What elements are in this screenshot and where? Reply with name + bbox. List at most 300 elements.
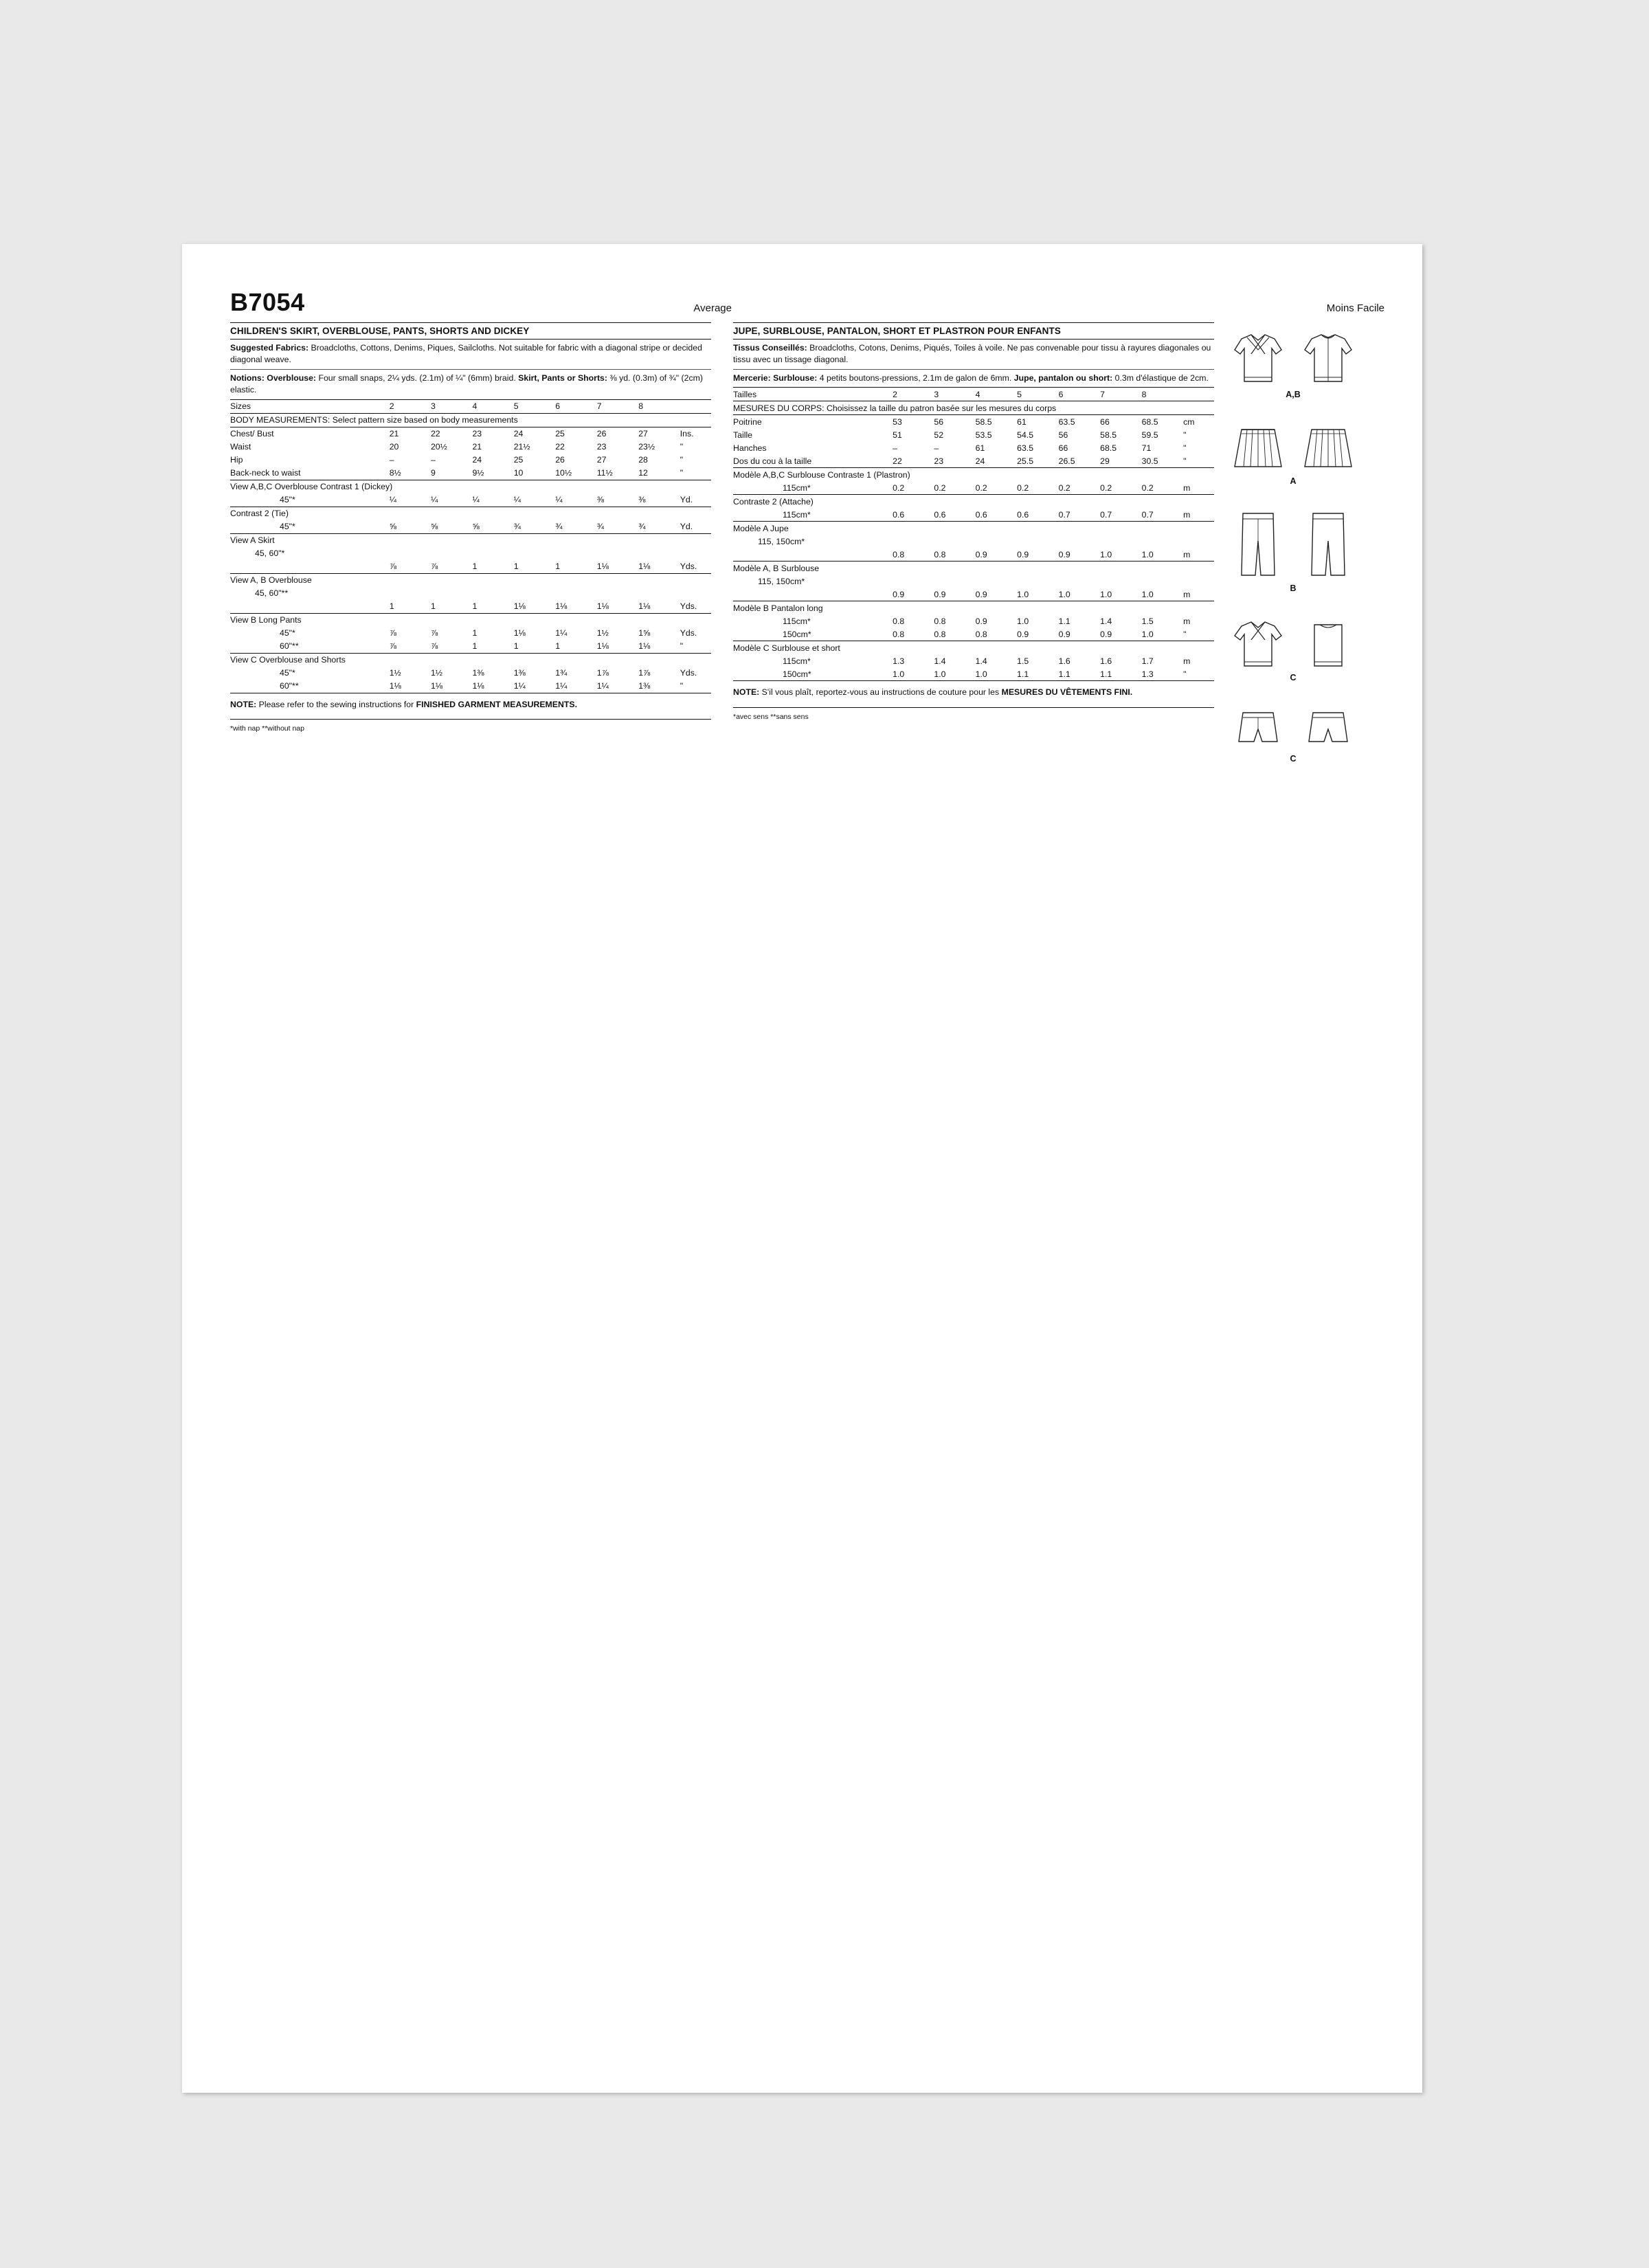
table-row bbox=[733, 428, 1214, 441]
cell: 25 bbox=[555, 429, 565, 439]
table-row bbox=[230, 680, 711, 693]
art-row bbox=[1221, 424, 1365, 475]
cell: 0.6 bbox=[934, 508, 975, 522]
art-group-c-top bbox=[1221, 618, 1365, 682]
section-subheading-text: 115, 150cm* bbox=[758, 576, 805, 586]
cell: 51 bbox=[893, 430, 902, 440]
cell: 23½ bbox=[638, 442, 655, 452]
table-row bbox=[230, 427, 711, 441]
row-label bbox=[230, 560, 390, 574]
row-label: 45"* bbox=[230, 493, 390, 507]
row-label: 60"** bbox=[230, 680, 390, 693]
size-cell: 3 bbox=[934, 388, 975, 401]
cell: ¾ bbox=[597, 520, 638, 534]
cell: 71 bbox=[1141, 443, 1152, 453]
table-row bbox=[230, 441, 711, 454]
cell: 11½ bbox=[597, 467, 638, 480]
cell: 21 bbox=[389, 429, 399, 439]
row-label: 115cm* bbox=[733, 508, 893, 522]
table-row bbox=[733, 667, 1214, 681]
sheet-content bbox=[230, 278, 1384, 764]
cell: 1.5 bbox=[1017, 656, 1029, 666]
cell: 68.5 bbox=[1141, 416, 1158, 427]
cell: ¼ bbox=[514, 493, 556, 507]
table-row bbox=[733, 508, 1214, 522]
line-drawings-column bbox=[1214, 322, 1372, 764]
left-notions-text2: ⅜ yd. (0.3m) of ¾" (2cm) elastic. bbox=[230, 373, 703, 395]
cell: ⅝ bbox=[431, 520, 473, 534]
sizes-header-row bbox=[733, 388, 1214, 401]
english-column bbox=[230, 322, 711, 733]
row-label: Chest/ Bust bbox=[230, 429, 274, 439]
cell: 1½ bbox=[596, 628, 609, 638]
row-label: 115cm* bbox=[733, 481, 893, 495]
overblouse-c-back-illustration bbox=[1297, 618, 1360, 671]
unit-cell: " bbox=[680, 680, 711, 693]
cell: 0.8 bbox=[893, 616, 905, 626]
cell: 0.9 bbox=[1100, 627, 1142, 641]
right-footnote: *avec sens **sans sens bbox=[733, 712, 809, 721]
row-label: 115cm* bbox=[783, 656, 811, 666]
cell: 0.8 bbox=[893, 627, 934, 641]
table-row bbox=[733, 481, 1214, 495]
table-row bbox=[733, 548, 1214, 562]
cell: 0.9 bbox=[893, 588, 934, 601]
cell: 23 bbox=[934, 454, 975, 468]
left-note-bold: FINISHED GARMENT MEASUREMENTS. bbox=[416, 699, 577, 709]
column-gap bbox=[711, 322, 733, 733]
row-label: Back-neck to waist bbox=[230, 467, 390, 480]
art-row bbox=[1221, 618, 1365, 671]
cell: 1⅛ bbox=[597, 600, 638, 614]
art-row bbox=[1221, 508, 1365, 582]
table-row bbox=[733, 627, 1214, 641]
columns bbox=[230, 322, 1384, 764]
page-header bbox=[230, 278, 1384, 317]
unit-cell: " bbox=[1183, 430, 1187, 440]
cell: 1¼ bbox=[555, 680, 597, 693]
size-cell: 7 bbox=[1100, 388, 1142, 401]
right-notions-label2: Jupe, pantalon ou short: bbox=[1013, 373, 1113, 383]
unit-cell: cm bbox=[1183, 416, 1195, 427]
section-heading bbox=[733, 562, 1214, 575]
cell: 1⅛ bbox=[638, 560, 680, 574]
cell: 0.7 bbox=[1059, 508, 1101, 522]
cell: 1.5 bbox=[1141, 616, 1154, 626]
section-heading-text: Modèle A Jupe bbox=[733, 523, 789, 533]
cell: 1⅛ bbox=[390, 680, 431, 693]
table-row bbox=[230, 640, 711, 654]
section-subheading bbox=[230, 587, 711, 600]
pants-back-illustration bbox=[1297, 508, 1360, 582]
cell: 63.5 bbox=[1058, 416, 1075, 427]
left-notions-label2: Skirt, Pants or Shorts: bbox=[518, 373, 607, 383]
size-cell: 3 bbox=[431, 399, 473, 413]
unit-cell: m bbox=[1183, 508, 1214, 522]
cell: 0.2 bbox=[1059, 481, 1101, 495]
skirt-front-illustration bbox=[1226, 424, 1290, 475]
unit-cell: " bbox=[680, 467, 711, 480]
unit-cell: m bbox=[1183, 481, 1214, 495]
cell: 8½ bbox=[390, 467, 431, 480]
cell: ¼ bbox=[431, 493, 473, 507]
cell: ⅝ bbox=[472, 520, 513, 534]
cell: 1.3 bbox=[893, 656, 905, 666]
cell: 27 bbox=[638, 429, 648, 439]
cell: 61 bbox=[1017, 416, 1027, 427]
unit-cell: " bbox=[680, 442, 684, 452]
cell: ⅞ bbox=[390, 640, 431, 654]
right-title: JUPE, SURBLOUSE, PANTALON, SHORT ET PLASTRON POUR ENFANTS bbox=[733, 326, 1061, 336]
overblouse-front-illustration bbox=[1226, 329, 1290, 388]
cell: 61 bbox=[975, 443, 985, 453]
cell: 1⅝ bbox=[638, 628, 651, 638]
cell: 1.7 bbox=[1141, 656, 1154, 666]
pattern-number: B7054 bbox=[230, 288, 305, 316]
section-heading-text: Contraste 2 (Attache) bbox=[733, 496, 814, 507]
table-row bbox=[733, 441, 1214, 454]
section-heading-text: View A,B,C Overblouse Contrast 1 (Dickey) bbox=[230, 482, 393, 492]
art-group-c-shorts bbox=[1221, 707, 1365, 764]
size-cell: 8 bbox=[1142, 388, 1184, 401]
cell: 0.8 bbox=[934, 548, 975, 562]
right-fabrics bbox=[733, 340, 1214, 369]
shorts-back-illustration bbox=[1297, 707, 1360, 753]
cell: 0.9 bbox=[1059, 548, 1101, 562]
cell: 0.2 bbox=[1142, 481, 1184, 495]
body-measurements-header bbox=[733, 401, 1214, 415]
cell: ⅞ bbox=[430, 628, 438, 638]
cell: 30.5 bbox=[1142, 454, 1184, 468]
cell: 0.9 bbox=[976, 548, 1018, 562]
left-note bbox=[230, 693, 711, 715]
left-note-label: NOTE: bbox=[230, 699, 257, 709]
cell: 9 bbox=[431, 467, 473, 480]
skirt-back-illustration bbox=[1297, 424, 1360, 475]
cell: ¼ bbox=[472, 493, 513, 507]
overblouse-back-illustration bbox=[1297, 329, 1360, 388]
unit-cell: Ins. bbox=[680, 429, 694, 439]
cell: 0.8 bbox=[893, 548, 934, 562]
row-label bbox=[230, 600, 390, 614]
cell: 1⅞ bbox=[596, 668, 609, 678]
row-label: Hip bbox=[230, 455, 243, 465]
left-notions-text: Four small snaps, 2¼ yds. (2.1m) of ¼" (6mm) braid. bbox=[316, 373, 519, 383]
cell: 1.6 bbox=[1100, 656, 1112, 666]
right-fabrics-text: Broadcloths, Cotons, Denims, Piqués, Toiles à voile. Ne pas convenable pour tissu à rayures diagonales ou tissu avec un tissage diagonal. bbox=[733, 343, 1211, 365]
size-cell: 4 bbox=[976, 388, 1018, 401]
art-group-b bbox=[1221, 508, 1365, 593]
cell: 1⅛ bbox=[597, 560, 638, 574]
cell: 58.5 bbox=[1100, 430, 1117, 440]
cell: ¾ bbox=[514, 520, 556, 534]
cell: 1 bbox=[472, 600, 513, 614]
right-notions-text: 4 petits boutons-pressions, 2.1m de galon de 6mm. bbox=[817, 373, 1014, 383]
section-heading-text: View B Long Pants bbox=[230, 615, 302, 625]
cell: 1 bbox=[431, 600, 473, 614]
cell: 0.8 bbox=[934, 616, 946, 626]
row-label bbox=[733, 548, 893, 562]
cell: 9½ bbox=[472, 467, 513, 480]
section-heading bbox=[230, 613, 711, 627]
cell: ⅞ bbox=[431, 560, 473, 574]
cell: 1.0 bbox=[1017, 616, 1029, 626]
cell: 1.0 bbox=[1100, 548, 1142, 562]
section-heading bbox=[230, 653, 711, 667]
cell: 1.3 bbox=[1142, 667, 1184, 681]
cell: 58.5 bbox=[975, 416, 992, 427]
size-cell: 8 bbox=[638, 399, 680, 413]
cell: 0.2 bbox=[1100, 481, 1142, 495]
cell: 1⅛ bbox=[638, 640, 680, 654]
unit-cell: " bbox=[1183, 667, 1214, 681]
cell: 0.7 bbox=[1142, 508, 1184, 522]
unit-cell: m bbox=[1183, 616, 1191, 626]
pants-front-illustration bbox=[1226, 508, 1290, 582]
right-note-label: NOTE: bbox=[733, 687, 760, 698]
cell: 59.5 bbox=[1141, 430, 1158, 440]
table-row bbox=[230, 560, 711, 574]
cell: 1 bbox=[472, 640, 513, 654]
cell: 1 bbox=[472, 560, 513, 574]
unit-cell: " bbox=[1183, 454, 1214, 468]
size-cell: 6 bbox=[1059, 388, 1101, 401]
cell: 1¼ bbox=[555, 628, 568, 638]
unit-cell: m bbox=[1183, 656, 1191, 666]
cell: 1.0 bbox=[934, 667, 975, 681]
section-subheading-text: 45, 60"* bbox=[255, 548, 285, 559]
right-notions bbox=[733, 370, 1214, 387]
cell: 1.4 bbox=[934, 656, 946, 666]
cell: 1.0 bbox=[1142, 627, 1184, 641]
art-label-a: A bbox=[1290, 476, 1297, 486]
cell: 1 bbox=[555, 640, 597, 654]
cell: 22 bbox=[893, 454, 934, 468]
row-label: 45"* bbox=[230, 520, 390, 534]
cell: 0.2 bbox=[976, 481, 1018, 495]
sizes-label: Sizes bbox=[230, 399, 390, 413]
cell: 1.0 bbox=[1100, 588, 1142, 601]
cell: 53 bbox=[893, 416, 902, 427]
cell: 26.5 bbox=[1059, 454, 1101, 468]
cell: 20 bbox=[389, 442, 399, 452]
section-heading-text: View A, B Overblouse bbox=[230, 575, 312, 586]
row-label bbox=[733, 588, 893, 601]
cell: 1⅛ bbox=[555, 600, 597, 614]
row-label: Taille bbox=[733, 430, 753, 440]
cell: 1.1 bbox=[1100, 667, 1142, 681]
cell: ⅜ bbox=[597, 493, 638, 507]
cell: 1.0 bbox=[1142, 548, 1184, 562]
section-heading-text: Modèle C Surblouse et short bbox=[733, 643, 840, 653]
art-label-b: B bbox=[1290, 583, 1297, 593]
section-heading bbox=[230, 533, 711, 547]
cell: 24 bbox=[513, 429, 524, 439]
left-footnote: *with nap **without nap bbox=[230, 724, 304, 733]
section-subheading bbox=[733, 575, 1214, 588]
cell: 1⅛ bbox=[513, 628, 526, 638]
cell: 10 bbox=[514, 467, 556, 480]
cell: 1⅛ bbox=[597, 640, 638, 654]
cell: – bbox=[893, 443, 897, 453]
right-measurement-table bbox=[733, 387, 1214, 681]
unit-cell bbox=[1183, 388, 1214, 401]
unit-cell: Yds. bbox=[680, 560, 711, 574]
pattern-envelope-back bbox=[182, 244, 1422, 2093]
row-label: Dos du cou à la taille bbox=[733, 454, 893, 468]
cell: ¾ bbox=[638, 520, 680, 534]
french-column bbox=[733, 322, 1214, 733]
table-row bbox=[230, 600, 711, 614]
cell: 25 bbox=[513, 455, 524, 465]
cell: 1⅛ bbox=[472, 680, 513, 693]
cell: 1⅞ bbox=[638, 668, 651, 678]
cell: 1¾ bbox=[555, 668, 568, 678]
right-note-bold: MESURES DU VÊTEMENTS FINI. bbox=[1001, 687, 1133, 698]
section-heading bbox=[733, 522, 1214, 535]
left-notions-label: Notions: Overblouse: bbox=[230, 373, 317, 383]
cell: 1.6 bbox=[1058, 656, 1070, 666]
cell: 1⅛ bbox=[431, 680, 473, 693]
cell: 66 bbox=[1100, 416, 1110, 427]
unit-cell: " bbox=[680, 640, 711, 654]
cell: 1.4 bbox=[975, 656, 987, 666]
cell: 22 bbox=[555, 442, 565, 452]
cell: 0.6 bbox=[893, 508, 934, 522]
left-title: CHILDREN'S SKIRT, OVERBLOUSE, PANTS, SHORTS AND DICKEY bbox=[230, 326, 530, 336]
cell: 0.9 bbox=[1017, 548, 1059, 562]
cell: 27 bbox=[596, 455, 607, 465]
section-heading-text: Modèle B Pantalon long bbox=[733, 603, 823, 613]
section-heading-text: Modèle A, B Surblouse bbox=[733, 563, 820, 573]
table-row bbox=[230, 454, 711, 467]
cell: 1.1 bbox=[1058, 616, 1070, 626]
sizes-label: Tailles bbox=[733, 388, 893, 401]
cell: ⅞ bbox=[431, 640, 473, 654]
cell: 26 bbox=[555, 455, 565, 465]
section-heading bbox=[733, 601, 1214, 615]
section-heading bbox=[733, 495, 1214, 509]
cell: 0.8 bbox=[934, 627, 975, 641]
cell: – bbox=[430, 455, 436, 465]
unit-cell: " bbox=[1183, 443, 1187, 453]
difficulty-fr: Moins Facile bbox=[1326, 302, 1384, 314]
table-row bbox=[733, 614, 1214, 627]
unit-cell: Yds. bbox=[680, 628, 697, 638]
cell: 1⅛ bbox=[638, 600, 680, 614]
cell: 1.0 bbox=[893, 667, 934, 681]
unit-cell: Yd. bbox=[680, 520, 711, 534]
left-note-text: Please refer to the sewing instructions for bbox=[256, 699, 416, 709]
cell: 1.1 bbox=[1059, 667, 1101, 681]
cell: 23 bbox=[472, 429, 482, 439]
table-row bbox=[733, 454, 1214, 468]
table-row bbox=[230, 667, 711, 680]
cell: 56 bbox=[1058, 430, 1068, 440]
unit-cell: m bbox=[1183, 548, 1214, 562]
unit-cell: Yds. bbox=[680, 600, 711, 614]
left-fabrics-label: Suggested Fabrics: bbox=[230, 343, 309, 353]
cell: 0.2 bbox=[934, 481, 975, 495]
section-heading bbox=[733, 468, 1214, 482]
cell: ⅞ bbox=[390, 560, 431, 574]
size-cell: 5 bbox=[1017, 388, 1059, 401]
cell: 1⅜ bbox=[638, 680, 680, 693]
cell: 63.5 bbox=[1017, 443, 1034, 453]
cell: 1.0 bbox=[1059, 588, 1101, 601]
right-note bbox=[733, 681, 1214, 702]
art-row bbox=[1221, 707, 1365, 753]
cell: 26 bbox=[596, 429, 607, 439]
body-measurements-text: MESURES DU CORPS: Choisissez la taille du patron basée sur les mesures du corps bbox=[733, 401, 1214, 415]
cell: ⅜ bbox=[638, 493, 680, 507]
table-row bbox=[230, 627, 711, 640]
art-label-c2: C bbox=[1290, 754, 1297, 764]
unit-cell: " bbox=[1183, 627, 1214, 641]
art-label-c: C bbox=[1290, 673, 1297, 682]
cell: 52 bbox=[934, 430, 944, 440]
difficulty-en: Average bbox=[693, 302, 732, 314]
size-cell: 2 bbox=[893, 388, 934, 401]
cell: 68.5 bbox=[1100, 443, 1117, 453]
unit-cell: Yds. bbox=[680, 668, 697, 678]
cell: 23 bbox=[596, 442, 607, 452]
section-heading-text: View A Skirt bbox=[230, 535, 275, 546]
row-label: 45"* bbox=[280, 668, 295, 678]
cell: 20½ bbox=[430, 442, 447, 452]
section-heading-text: Contrast 2 (Tie) bbox=[230, 509, 289, 519]
art-group-a bbox=[1221, 424, 1365, 486]
right-notions-label: Mercerie: Surblouse: bbox=[733, 373, 818, 383]
unit-cell: Yd. bbox=[680, 493, 711, 507]
row-label: Hanches bbox=[733, 443, 767, 453]
cell: 10½ bbox=[555, 467, 597, 480]
cell: 1⅜ bbox=[472, 668, 484, 678]
cell: ¼ bbox=[555, 493, 597, 507]
cell: 1.0 bbox=[976, 667, 1018, 681]
cell: 21½ bbox=[513, 442, 530, 452]
right-notions-text2: 0.3m d'élastique de 2cm. bbox=[1112, 373, 1209, 383]
left-fabrics-text: Broadcloths, Cottons, Denims, Piques, Sailcloths. Not suitable for fabric with a diagonal stripe or decided diagonal weave. bbox=[230, 343, 702, 365]
row-label: Waist bbox=[230, 442, 251, 452]
size-cell: 2 bbox=[390, 399, 431, 413]
section-subheading-text: 45, 60"** bbox=[255, 588, 289, 599]
left-notions bbox=[230, 370, 711, 399]
cell: 29 bbox=[1100, 454, 1142, 468]
cell: 0.2 bbox=[893, 481, 934, 495]
section-subheading-text: 115, 150cm* bbox=[758, 536, 805, 546]
cell: 25.5 bbox=[1017, 454, 1059, 468]
row-label: 60"** bbox=[230, 640, 390, 654]
cell: 54.5 bbox=[1017, 430, 1034, 440]
cell: 1.0 bbox=[1142, 588, 1184, 601]
cell: 1 bbox=[390, 600, 431, 614]
table-row bbox=[733, 654, 1214, 667]
cell: 1 bbox=[514, 560, 556, 574]
row-label: 150cm* bbox=[733, 667, 893, 681]
cell: 12 bbox=[638, 467, 680, 480]
unit-cell: m bbox=[1183, 588, 1214, 601]
section-subheading bbox=[230, 547, 711, 560]
cell: 28 bbox=[638, 455, 648, 465]
cell: 0.7 bbox=[1100, 508, 1142, 522]
cell: 53.5 bbox=[975, 430, 992, 440]
cell: 66 bbox=[1058, 443, 1068, 453]
body-measurements-text: BODY MEASUREMENTS: Select pattern size based on body measurements bbox=[230, 413, 711, 427]
size-cell: 6 bbox=[555, 399, 597, 413]
cell: 1 bbox=[514, 640, 556, 654]
size-cell: 4 bbox=[472, 399, 513, 413]
